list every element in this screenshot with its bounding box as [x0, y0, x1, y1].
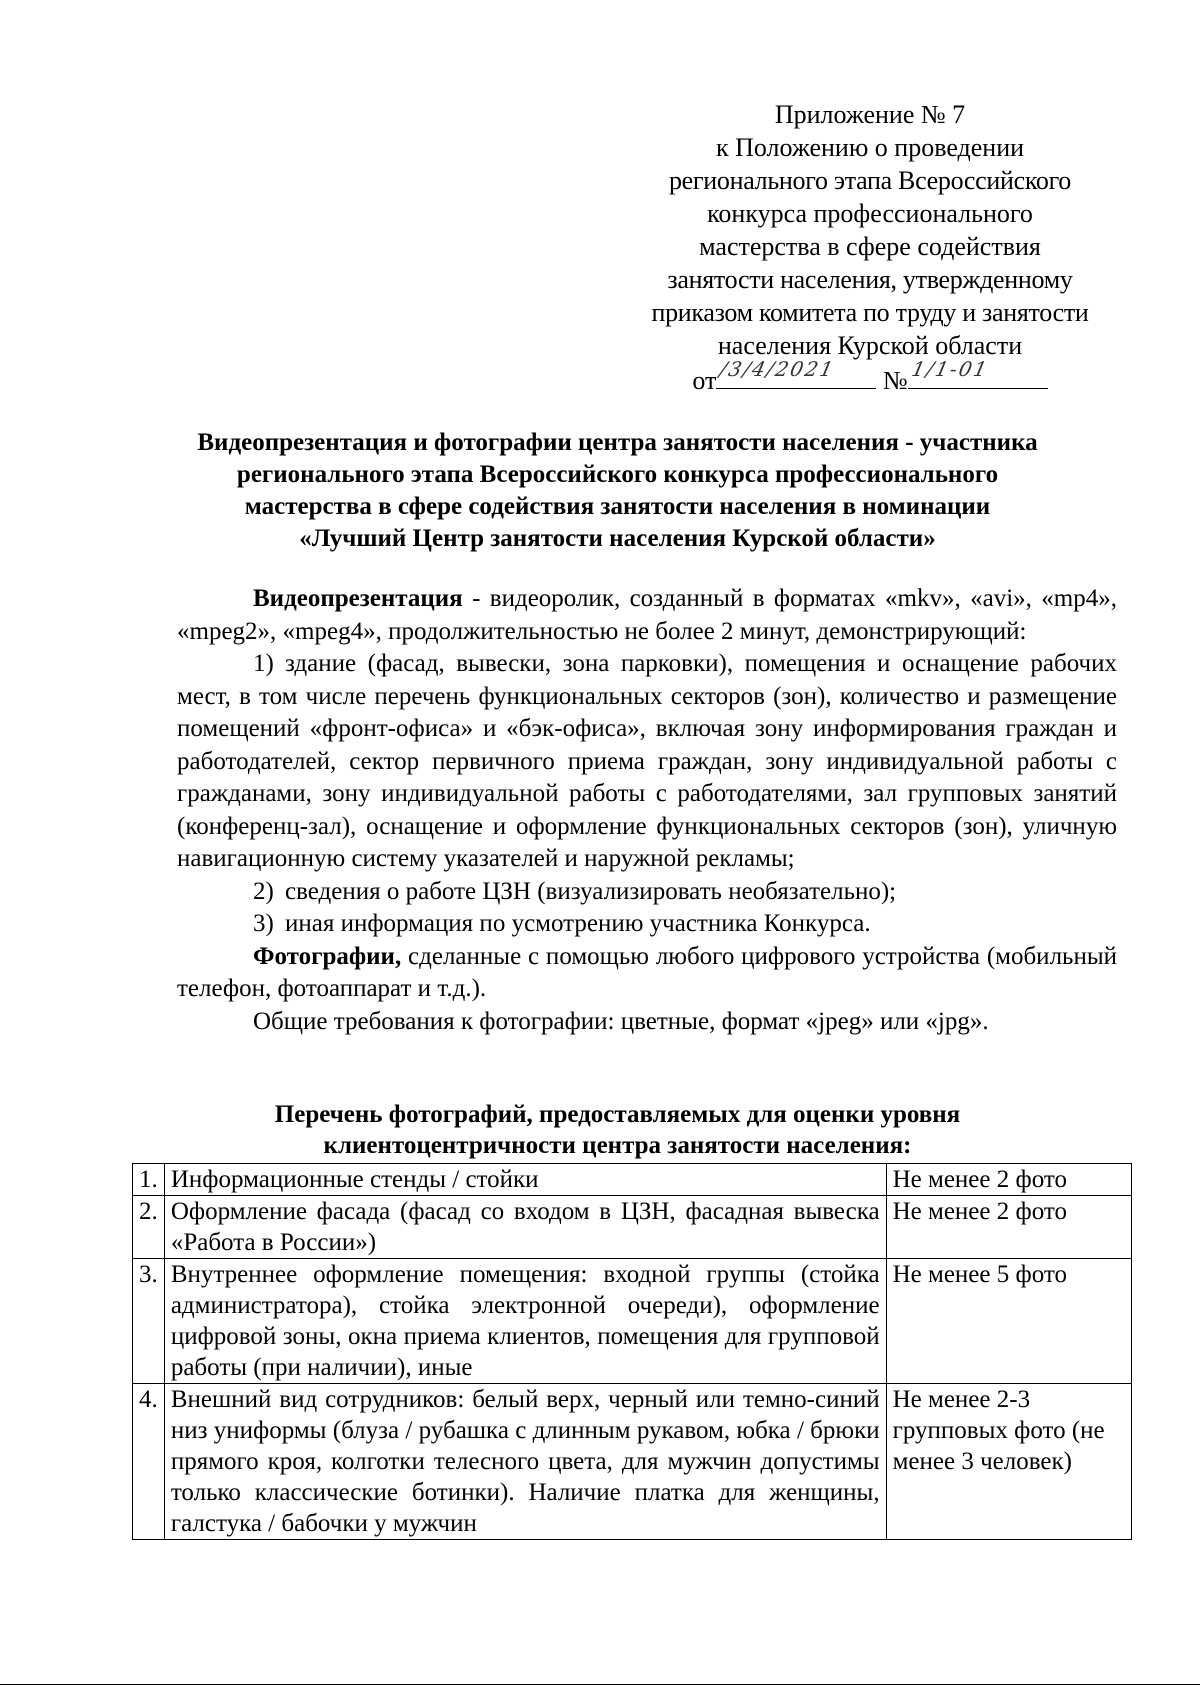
row-description: Внешний вид сотрудников: белый верх, черный или темно-синий низ униформы (блуза / рубашка с длинным рукавом, юбка / брюки прямого кроя, колготки телесного цвета, для мужчин допустимы только классические ботинки). Наличие платка для женщины, галстука / бабочки у мужчин: [164, 1384, 886, 1540]
item-number: 2): [253, 877, 274, 905]
table-row: [133, 1196, 1132, 1259]
number-field: [908, 357, 1048, 389]
item-number: 1): [253, 650, 274, 677]
row-description: Информационные стенды / стойки: [164, 1164, 886, 1196]
appendix-line: к Положению о проведении: [715, 133, 1025, 162]
row-number: 1.: [133, 1164, 165, 1196]
requirements-paragraph: Общие требования к фотографии: цветные, формат «jpeg» или «jpg».: [253, 1007, 989, 1035]
table-row: [133, 1384, 1132, 1540]
list-item: [177, 648, 1117, 876]
row-requirement: Не менее 2 фото: [886, 1164, 1131, 1196]
row-number: 2.: [133, 1196, 165, 1259]
appendix-line: занятости населения, утвержденному: [667, 265, 1073, 294]
date-prefix: от: [692, 366, 717, 395]
title-line: регионального этапа Всероссийского конкурса профессионального: [236, 461, 999, 488]
photo-requirements-table: [132, 1163, 1132, 1540]
item-text: здание (фасад, вывески, зона парковки), помещения и оснащение рабочих мест, в том числе перечень функциональных секторов (зон), количество и размещение помещений «фронт-офиса» и «бэк-офиса», включая зону информирования граждан и работодателей, сектор первичного приема граждан, зону индивидуальной работы с гражданами, зону индивидуальной работы с работодателями, зал групповых занятий (конференц-зал), оснащение и оформление функциональных секторов (зон), уличную навигационную систему указателей и наружной рекламы;: [177, 650, 1117, 872]
photo-text: сделанные с помощью любого цифрового устройства (мобильный телефон, фотоаппарат и т.д.).: [177, 942, 1117, 1002]
photo-list-title: [150, 1099, 1085, 1161]
appendix-line: Приложение № 7: [774, 100, 966, 129]
list-item: [177, 908, 1117, 941]
appendix-line: мастерства в сфере содействия: [699, 232, 1041, 261]
photo-term: Фотографии,: [253, 942, 402, 970]
row-number: 3.: [133, 1259, 165, 1384]
table-row: [133, 1164, 1132, 1196]
item-text: иная информация по усмотрению участника Конкурса.: [285, 910, 871, 937]
list-title-line: Перечень фотографий, предоставляемых для оценки уровня: [274, 1101, 961, 1128]
item-text: сведения о работе ЦЗН (визуализировать необязательно);: [285, 877, 897, 905]
row-requirement: Не менее 5 фото: [886, 1259, 1131, 1384]
appendix-line: населения Курской области: [717, 331, 1023, 360]
appendix-line: конкурса профессионального: [707, 199, 1033, 228]
row-requirement: Не менее 2 фото: [886, 1196, 1131, 1259]
item-number: 3): [253, 910, 274, 937]
appendix-header: [620, 98, 1120, 397]
document-title: [150, 427, 1085, 555]
date-field: [716, 357, 876, 389]
order-date-number-line: [620, 357, 1120, 397]
title-line: Видеопрезентация и фотографии центра занятости населения - участника: [197, 429, 1038, 456]
appendix-line: регионального этапа Всероссийского: [668, 166, 1072, 195]
title-line: мастерства в сфере содействия занятости населения в номинации: [244, 493, 991, 520]
video-paragraph: [177, 583, 1117, 648]
row-requirement: Не менее 2-3 групповых фото (не менее 3 человек): [886, 1384, 1131, 1540]
appendix-line: приказом комитета по труду и занятости: [651, 298, 1089, 327]
video-text: - видеоролик, созданный в форматах «mkv», «avi», «mp4», «mpeg2», «mpeg4», продолжительностью не более 2 минут, демонстрирующий:: [177, 585, 1117, 645]
title-line: «Лучший Центр занятости населения Курской области»: [299, 525, 936, 552]
row-description: Внутреннее оформление помещения: входной группы (стойка администратора), стойка электронной очереди), оформление цифровой зоны, окна приема клиентов, помещения для групповой работы (при наличии), иные: [164, 1259, 886, 1384]
video-term: Видеопрезентация: [253, 585, 463, 612]
handwritten-date: /3/4/2021: [717, 357, 838, 381]
list-title-line: клиентоцентричности центра занятости населения:: [323, 1132, 912, 1159]
row-number: 4.: [133, 1384, 165, 1540]
list-item: [177, 876, 1117, 909]
row-description: Оформление фасада (фасад со входом в ЦЗН, фасадная вывеска «Работа в России»): [164, 1196, 886, 1259]
document-body: [177, 583, 1117, 1038]
photo-paragraph: [177, 941, 1117, 1006]
bottom-divider: [0, 1684, 1200, 1685]
handwritten-number: 1/1-01: [909, 357, 991, 381]
table-row: [133, 1259, 1132, 1384]
number-prefix: №: [882, 366, 908, 395]
